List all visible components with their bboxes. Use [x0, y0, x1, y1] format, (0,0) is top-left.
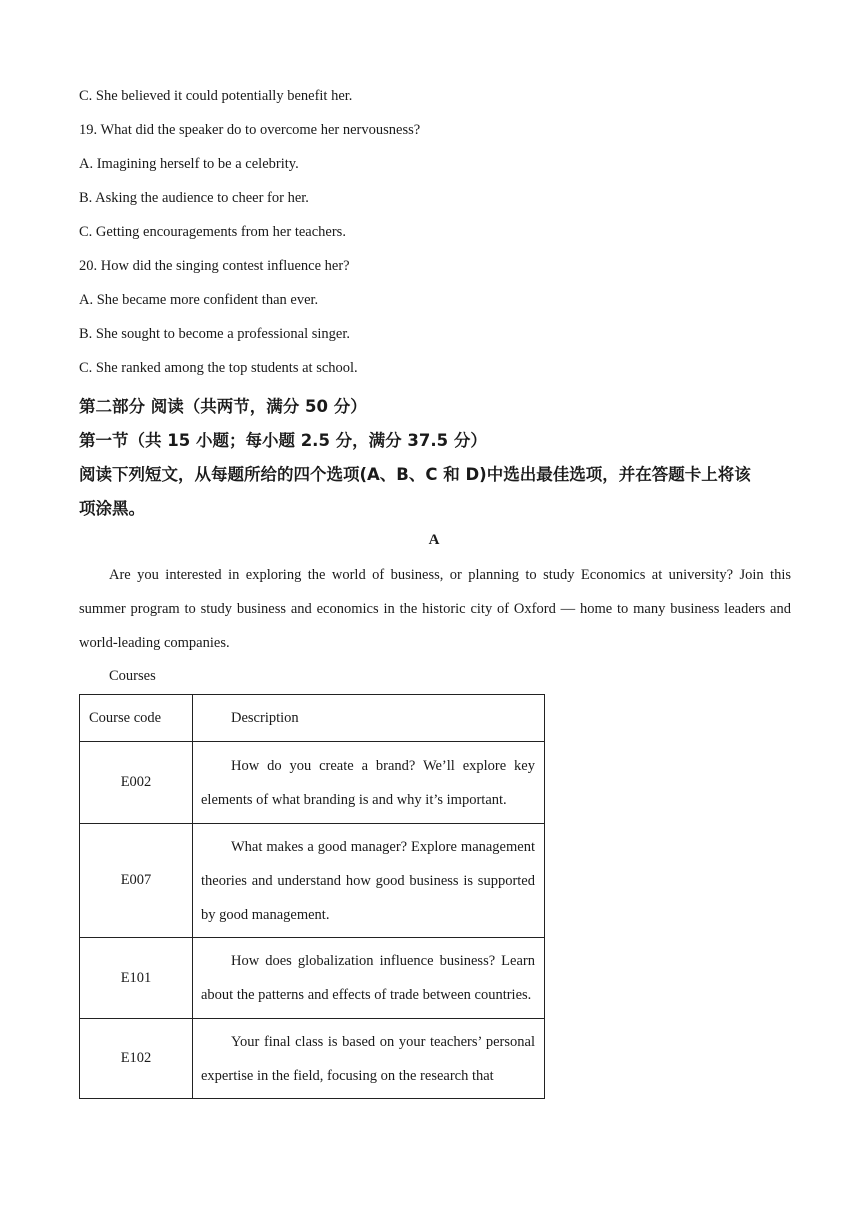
- subsection-title: 第一节（共 15 小题；每小题 2.5 分，满分 37.5 分）: [79, 431, 487, 450]
- q20-option-a: A. She became more confident than ever.: [79, 292, 319, 308]
- instruction-line-2: 项涂黑。: [79, 499, 145, 518]
- instruction-line-1: 阅读下列短文，从每题所给的四个选项(A、B、C 和 D)中选出最佳选项，并在答题卡上将该: [79, 465, 751, 484]
- table-row: [80, 1019, 545, 1099]
- q19-option-a: A. Imagining herself to be a celebrity.: [79, 156, 299, 172]
- course-code: E101: [80, 938, 193, 1019]
- courses-table: [79, 694, 545, 1099]
- question-19: 19. What did the speaker do to overcome her nervousness?: [79, 122, 421, 138]
- course-description: [193, 824, 545, 938]
- header-course-code: Course code: [80, 695, 193, 742]
- course-description-text: Your final class is based on your teachers’ personal expertise in the field, focusing on the research that: [201, 1033, 535, 1084]
- course-description-text: How does globalization influence business? Learn about the patterns and effects of trade between countries.: [201, 953, 535, 1003]
- passage-intro: Are you interested in exploring the world of business, or planning to study Economics at university? Join this summer program to study business and economics in the historic city of Oxford — home to many business leaders and world-leading companies.: [79, 567, 791, 651]
- course-description-text: What makes a good manager? Explore management theories and understand how good business is supported by good management.: [201, 838, 535, 923]
- table-row: [80, 742, 545, 824]
- q19-option-b: B. Asking the audience to cheer for her.: [79, 190, 309, 206]
- table-row: [80, 824, 545, 938]
- course-description: [193, 742, 545, 824]
- q20-option-c: C. She ranked among the top students at school.: [79, 360, 358, 376]
- course-code: E102: [80, 1019, 193, 1099]
- table-row: [80, 938, 545, 1019]
- passage-letter: A: [428, 532, 440, 548]
- courses-label: Courses: [109, 668, 156, 684]
- table-header-row: [80, 695, 545, 742]
- question-20: 20. How did the singing contest influence her?: [79, 258, 350, 274]
- q20-option-b: B. She sought to become a professional singer.: [79, 326, 351, 342]
- course-description-text: How do you create a brand? We’ll explore key elements of what branding is and why it’s important.: [201, 757, 535, 808]
- header-description-text: Description: [231, 710, 299, 726]
- course-code: E002: [80, 742, 193, 824]
- header-description: [193, 695, 545, 742]
- part-title: 第二部分 阅读（共两节，满分 50 分）: [79, 397, 367, 416]
- q18-option-c: C. She believed it could potentially benefit her.: [79, 88, 353, 104]
- q19-option-c: C. Getting encouragements from her teachers.: [79, 224, 346, 240]
- course-code: E007: [80, 824, 193, 938]
- course-description: [193, 1019, 545, 1099]
- course-description: [193, 938, 545, 1019]
